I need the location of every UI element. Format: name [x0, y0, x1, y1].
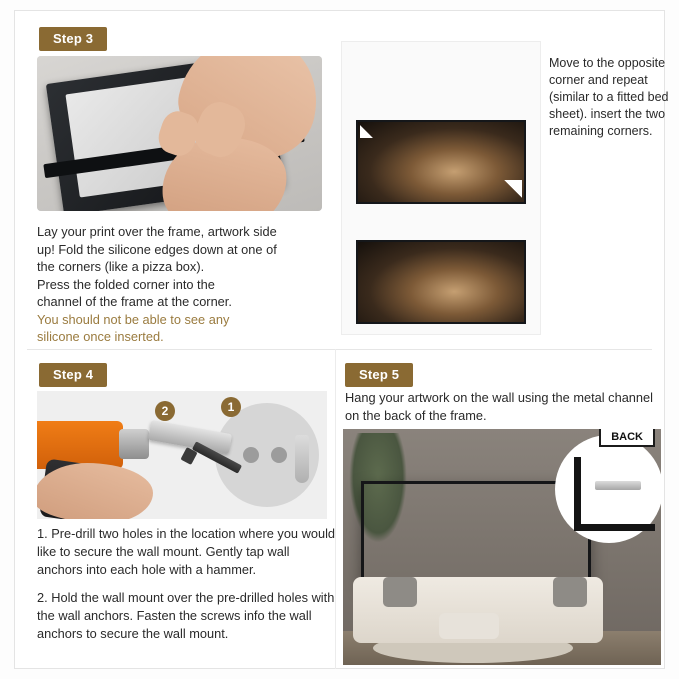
wall-anchor-icon	[295, 435, 309, 483]
step-3-line-2: up! Fold the silicone edges down at one of	[37, 241, 277, 257]
step-3-line-4: Press the folded corner into the	[37, 276, 215, 292]
step-4-paragraph-1: 1. Pre-drill two holes in the location where you would like to secure the wall mount. Gently tap wall anchors into each hole with a hammer.	[37, 526, 336, 577]
coffee-table	[439, 613, 499, 639]
drill-chuck	[119, 429, 149, 459]
step-4-instructions	[37, 525, 337, 653]
step-4-paragraph-2: 2. Hold the wall mount over the pre-drilled holes with the wall anchors. Fasten the screws info the wall anchors to secure the wall mount.	[37, 590, 335, 641]
back-detail-circle	[555, 435, 661, 543]
step-5-badge: Step 5	[345, 363, 413, 387]
step-3-artwork-panel	[341, 41, 541, 335]
metal-channel-icon	[595, 481, 641, 490]
step-3-warning-line-1: You should not be able to see any	[37, 311, 230, 327]
artwork-top	[356, 120, 526, 204]
back-label: BACK	[599, 429, 655, 447]
step-3-instructions	[37, 223, 337, 346]
frame-back-vertical-edge	[574, 457, 581, 531]
section-divider	[27, 349, 652, 350]
artwork-bottom	[356, 240, 526, 324]
step-5-photo-hung-artwork	[343, 429, 661, 665]
step-3-line-1: Lay your print over the frame, artwork side	[37, 224, 277, 239]
silicone-corner-left-icon	[360, 124, 378, 138]
cushion	[553, 577, 587, 607]
pre-drilled-hole-icon	[271, 447, 287, 463]
callout-bubble-2: 2	[155, 401, 175, 421]
step-3-line-5: channel of the frame at the corner.	[37, 294, 232, 309]
silicone-corner-right-icon	[498, 180, 522, 200]
instruction-sheet	[14, 10, 669, 669]
pre-drilled-hole-icon	[243, 447, 259, 463]
step-3-warning-line-2: silicone once inserted.	[37, 329, 164, 344]
frame-back-horizontal-edge	[574, 524, 655, 531]
step-3-badge: Step 3	[39, 27, 107, 51]
step-4-photo-wall-mount	[37, 391, 327, 519]
step-4-badge: Step 4	[39, 363, 107, 387]
step-5-instructions: Hang your artwork on the wall using the metal channel on the back of the frame.	[345, 390, 654, 423]
step-3-line-3: the corners (like a pizza box).	[37, 259, 205, 274]
step-3-photo-folding-corner	[37, 56, 322, 211]
hand-holding-drill	[37, 463, 153, 519]
step-3-warning	[37, 311, 337, 346]
step-3-note: Move to the opposite corner and repeat (similar to a fitted bed sheet). insert the two remaining corners.	[549, 56, 669, 138]
cushion	[383, 577, 417, 607]
callout-bubble-1: 1	[221, 397, 241, 417]
